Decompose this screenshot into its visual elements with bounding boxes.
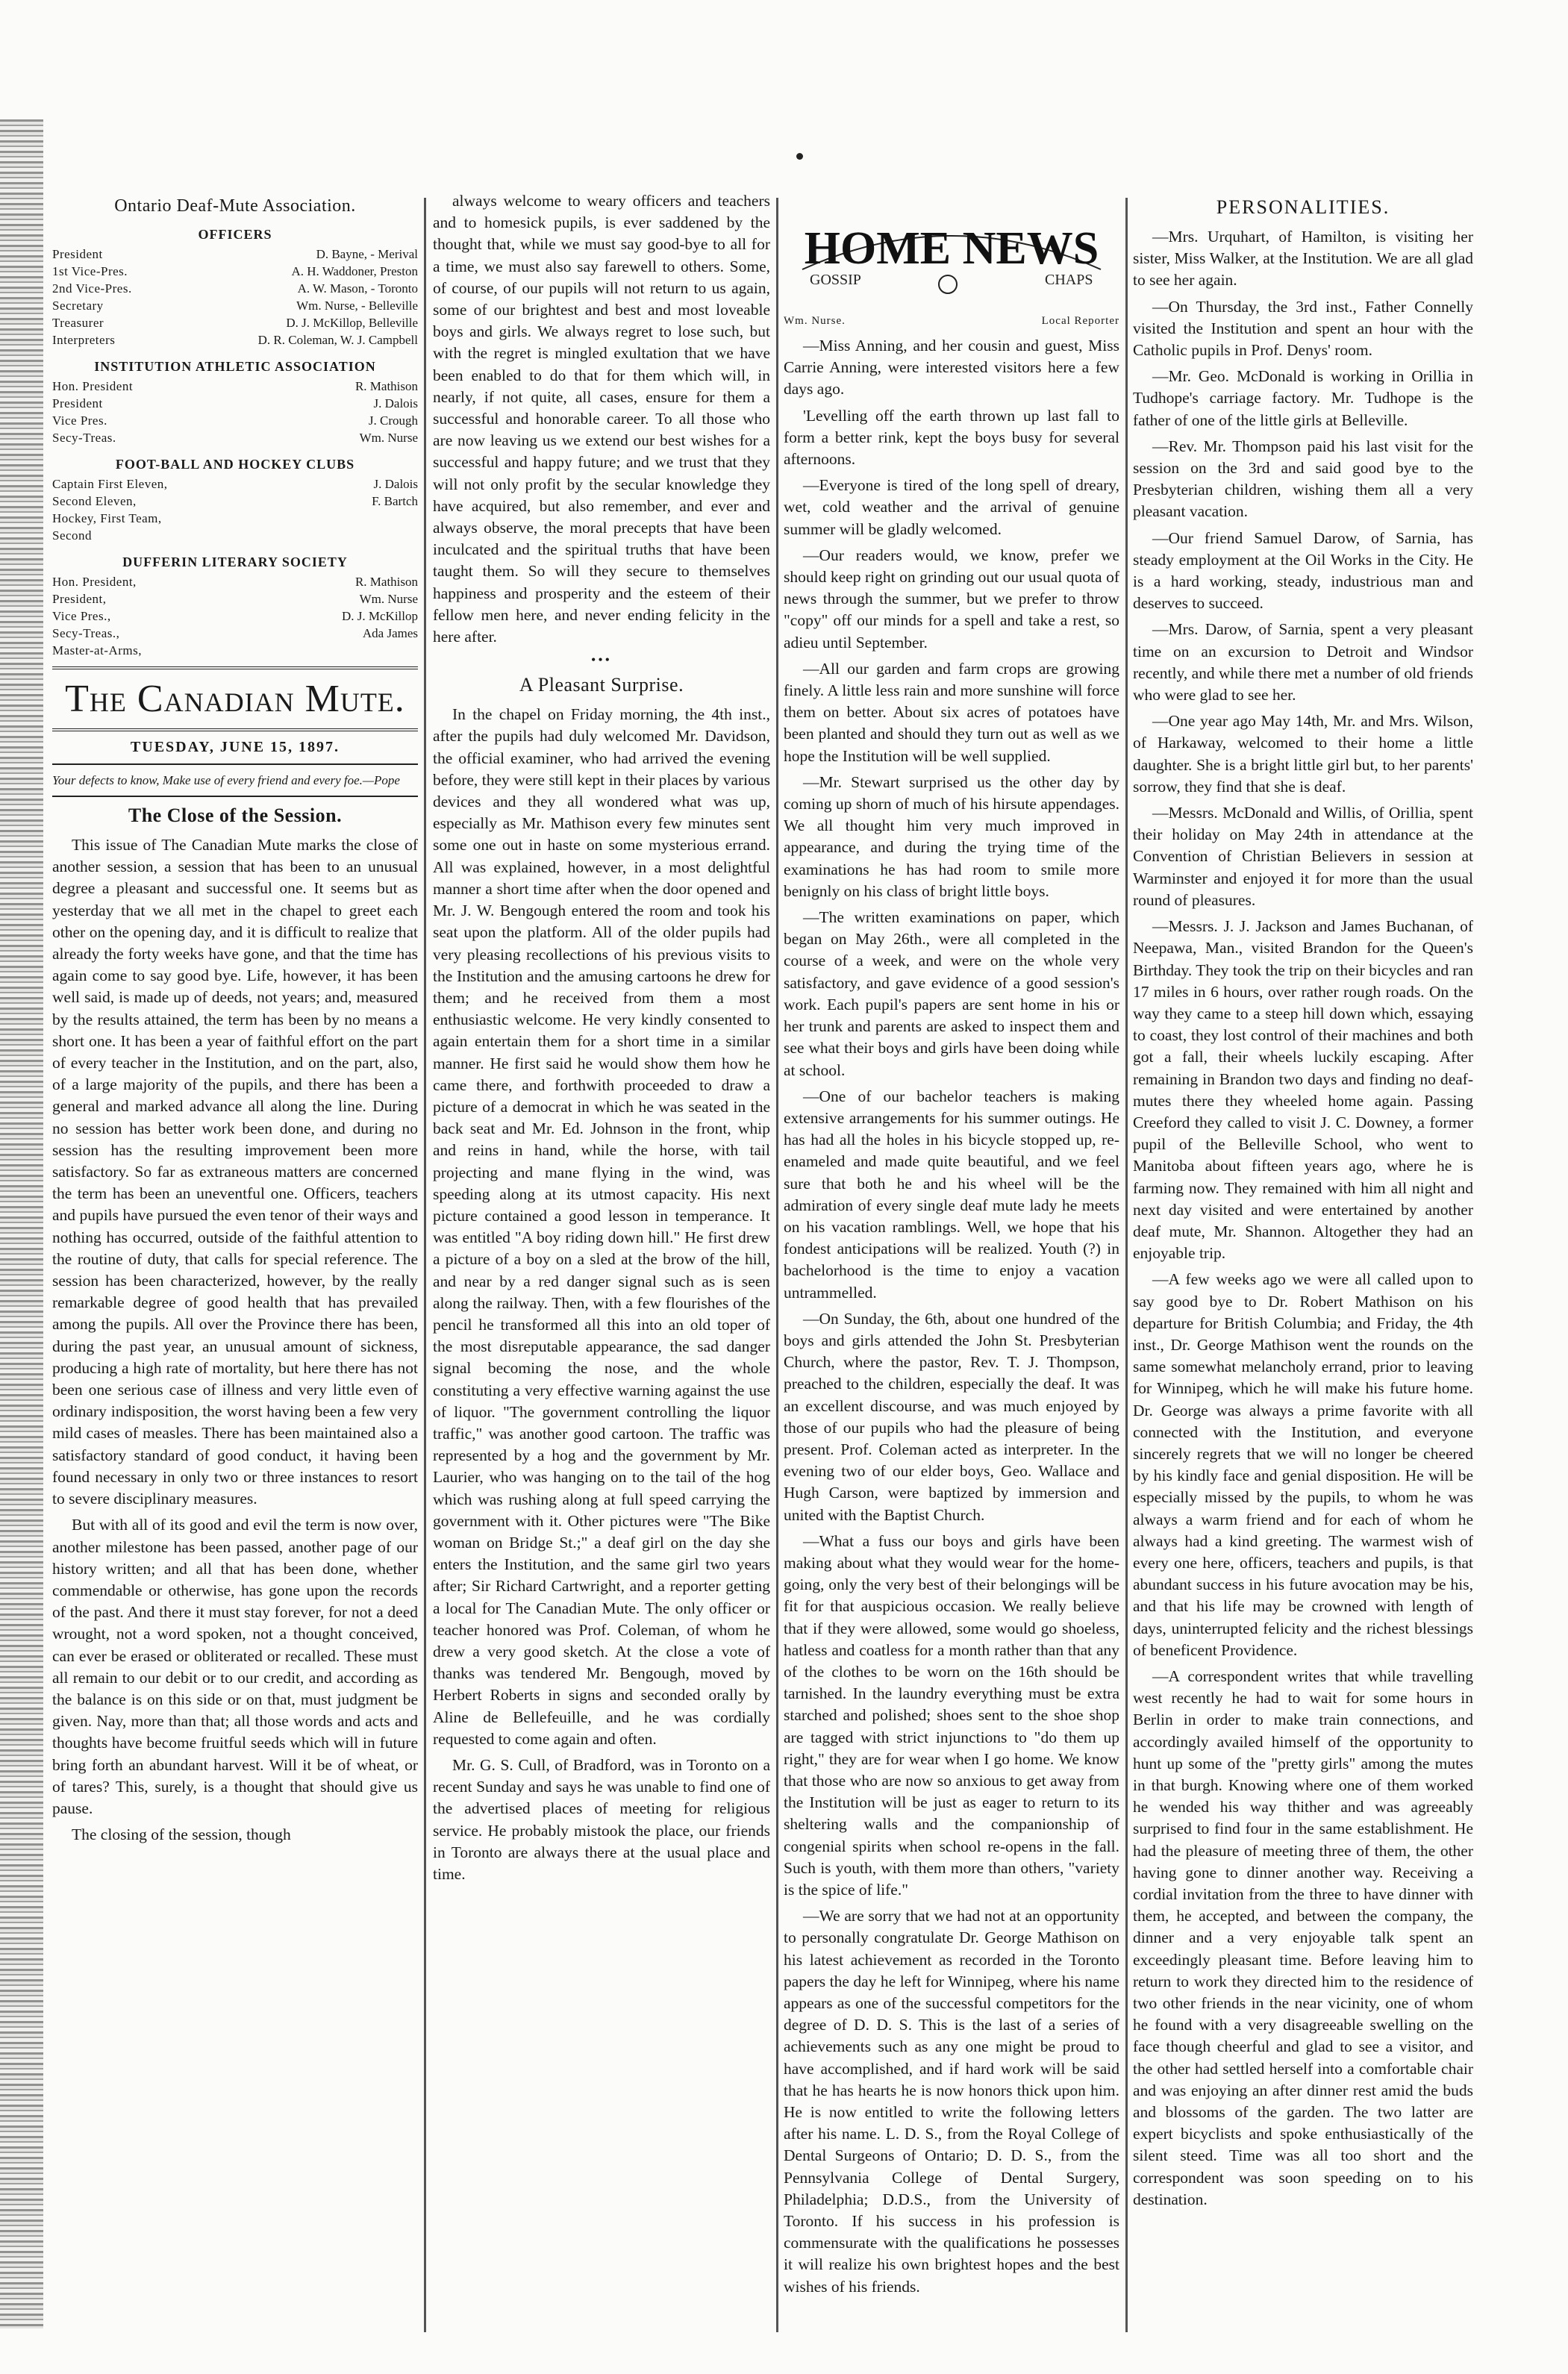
banner-text: HOME NEWS [804,223,1099,274]
motto: Your defects to know, Make use of every friend and every foe.—Pope [52,773,400,787]
paragraph: In the chapel on Friday morning, the 4th inst., after the pupils had duly welcomed Mr. Davidson, the official examiner, who had arrived the evening before, they were still kept in their places by various devices and they all wondered what was up, especially as Mr. Mathison every few minutes sent some one out in haste on some mysterious errand. All was explained, however, in a most delightful manner a short time after when the door opened and Mr. J. W. Bengough entered the room and took his seat upon the platform. All of the older pupils had very pleasing recollections of his previous visits to the Institution and the amusing cartoons he drew for them; and he received from them a most enthusiastic welcome. He very kindly consented to again entertain them for a short time in a similar manner. He first said he would show them how he came there, and forthwith proceeded to draw a picture of a democrat in which he was seated in the back seat and Mr. Ed. Johnson in the front, whip and reins in hand, while the horse, with tail projecting and mane flying in the wind, was speeding along at its utmost capacity. His next picture contained a good lesson in temperance. It was entitled "A boy riding down hill." He first drew a picture of a boy on a sled at the brow of the hill, and near by a red danger signal such as is seen along the railway. Then, with a few flourishes of the pencil he transformed all this into an old toper of the most disreputable appearance, the sad danger signal becoming the nose, and the whole constituting a very effective warning against the use of liquor. "The government controlling the liquor traffic," was another good cartoon. The traffic was represented by a hog and the government by Mr. Laurier, who was hanging on to the tail of the hog which was rushing along at full speed carrying the government with it. Other pictures were "The Bike woman on Bridge St.;" a deaf girl on the day she enters the Institution, and the same girl two years after; Sir Richard Cartwright, and a reporter getting a local for The Canadian Mute. The only officer or teacher honored was Prof. Coleman, of whom he drew a very good sketch. At the close a vote of thanks was tendered Mr. Bengough, moved by Herbert Roberts in signs and seconded orally by Aline de Bellefeuille, and he was cordially requested to come again and often. [433,705,770,1748]
paragraph: —On Thursday, the 3rd inst., Father Connelly visited the Institution and spent an hour with the Catholic pupils in Prof. Denys' room. [1133,297,1473,360]
byline-editor: Wm. Nurse. [784,315,846,327]
officer-role: Vice Pres., [52,609,111,623]
byline [784,315,1119,328]
officer-role: Treasurer [52,316,104,330]
paragraph: —Mr. Geo. McDonald is working in Orillia in Tudhope's carriage factory. Mr. Tudhope is the father of one of the little girls at Belleville. [1133,367,1473,429]
officer-name: Ada James [362,626,418,640]
column-rule [776,198,778,2332]
banner-side-right: CHAPS [1045,272,1093,288]
column-2 [433,190,770,2358]
officer-role: Hon. President, [52,575,137,589]
paragraph: —Messrs. J. J. Jackson and James Buchanan, of Neepawa, Man., visited Brandon for the Queen's Birthday. They took the trip on their bicycles and ran 17 miles in 6 hours, over rather rough roads. On the way they came to a steep hill down which, essaying to coast, they lost control of their machines and both got a fall, their wheels luckily escaping. After remaining in Brandon two days and finding no deaf-mutes there they wheeled home again. Passing Creeford they called to visit J. C. Downey, a former pupil of the Belleville School, who went to Manitoba about fifteen years ago, where he is farming now. They remained with him all night and next day visited and were entertained by another deaf mute, Mr. Shannon. Altogether they had an enjoyable trip. [1133,917,1473,1263]
officer-role: President [52,247,103,261]
dufferin-list [52,573,418,659]
officer-row [52,412,418,429]
dufferin-heading: DUFFERIN LITERARY SOCIETY [122,555,348,569]
article-title-pleasant-surprise: A Pleasant Surprise. [519,674,684,696]
officer-row [52,378,418,395]
article-body [52,834,418,1846]
paragraph: —Miss Anning, and her cousin and guest, Miss Carrie Anning, were interested visitors here a few days ago. [784,337,1119,399]
paragraph: Mr. G. S. Cull, of Bradford, was in Toronto on a recent Sunday and says he was unable to find one of the advertised places of meeting for religious service. He probably mistook the place, our friends in Toronto are always there at the usual place and time. [433,1756,770,1884]
officer-role: Secretary [52,299,104,313]
officer-name: D. J. McKillop, Belleville [286,316,418,330]
officer-row [52,527,418,544]
officer-role: Second [52,528,93,543]
page-dot-mark [796,153,803,160]
officer-row [52,642,418,659]
officer-row [52,280,418,297]
officer-row [52,395,418,412]
divider [52,728,418,731]
officer-row [52,493,418,510]
paragraph: —A correspondent writes that while travelling west recently he had to wait for some hours in Berlin in order to make train connections, and accordingly availed himself of the opportunity to hunt up some of the "pretty girls" among the mutes in that burgh. Knowing where one of them worked he wended his way thither and was agreeably surprised to find four in the same establishment. He had the pleasure of meeting three of them, the other having gone to dinner another way. Receiving a cordial invitation from the three to have dinner with them, he accepted, and between the company, the dinner and a very enjoyable talk spent an exceedingly pleasant time. Before leaving him to return to work they directed him to the residence of two other friends in the near vicinity, one of whom he found with a very disagreeable swelling on the face though cheerful and glad to see a visitor, and the other had settled herself into a comfortable chair and was enjoying an after dinner rest amid the buds and blossoms of the garden. The two latter are expert bicyclists and spoke enthusiastically of the silent steed. Time was all too short and the correspondent was soon speeding on to his destination. [1133,1667,1473,2208]
personalities-body [1133,226,1473,2211]
paragraph: —Messrs. McDonald and Willis, of Orillia, spent their holiday on May 24th in attendance at the Convention of Christian Believers in session at Warminster and enjoyed it for more than the usual round of pleasures. [1133,804,1473,909]
paragraph: —A few weeks ago we were all called upon to say good bye to Dr. Robert Mathison on his departure for British Columbia; and Friday, the 4th inst., Dr. George Mathison went the rounds on the same somewhat melancholy errand, prior to leaving for Winnipeg, which he will make his future home. Dr. George was always a prime favorite with all connected with the Institution, and everyone sincerely regrets that we will no longer be cheered by his kindly face and genial disposition. He will be especially missed by the pupils, to whom he was always a warm friend and for each of whom he always had a kind greeting. The warmest wish of every one here, officers, teachers and pupils, is that abundant success in his future avocation may be his, and that his life may be crowned with length of days, uninterrupted felicity and the richest blessings of beneficent Providence. [1133,1270,1473,1659]
paragraph: —Everyone is tired of the long spell of dreary, wet, cold weather and the arrival of genuine summer will be gladly welcomed. [784,476,1119,538]
officer-row [52,573,418,590]
page-binding-edge [0,119,43,2328]
home-news-banner-art [787,195,1116,307]
home-news-body [784,335,1119,2298]
issue-date: TUESDAY, JUNE 15, 1897. [130,739,340,755]
separator: ••• [591,652,612,668]
paragraph: always welcome to weary officers and teachers and to homesick pupils, is ever saddened by the thought that, while we must say good-bye to all for a time, we must also say farewell to others. Some, of course, of our pupils will not return to us again, some of our brightest and best and most loveable boys and girls. We always regret to lose such, but with the regret is mingled exultation that we have been enabled to do that for them which will, in nearly, if not quite, all cases, ensure for them a successful and honorable career. To all those who are now leaving us we extend our best wishes for a successful and happy future; and we trust that they will not only profit by the secular knowledge they have acquired, but also remember, and ever and always observe, the moral precepts that have been inculcated and the spiritual truths that have been taught them. So will they secure to themselves happiness and prosperity and the esteem of their fellow men here, and never ending felicity in the here after. [433,192,770,646]
officer-role: Captain First Eleven, [52,477,168,491]
officer-role: Interpreters [52,333,116,347]
paragraph: —Mrs. Darow, of Sarnia, spent a very pleasant time on an excursion to Detroit and Windsor recently, and while there met a number of old friends who were glad to see her. [1133,620,1473,705]
athletic-heading: INSTITUTION ATHLETIC ASSOCIATION [94,359,376,374]
paragraph: But with all of its good and evil the term is now over, another milestone has been passed, another page of our history written; and all that has been done, whether commendable or otherwise, has gone upon the records of the past. And there it must stay forever, for not a deed wrought, not a word spoken, not a thought conceived, can ever be erased or obliterated or recalled. These must all remain to our debit or to our credit, and according as the balance is on this side or on that, must judgment be given. Nay, more than that; all those words and acts and thoughts have become fruitful seeds which will in future bring forth an abundant harvest. Will it be of wheat, or of tares? This, surely, is a thought that should give us pause. [52,1516,418,1817]
officer-name: R. Mathison [354,379,418,393]
column-4 [1133,190,1473,2358]
officers-list [52,246,418,349]
paragraph: —On Sunday, the 6th, about one hundred of the boys and girls attended the John St. Presbyterian Church, where the pastor, Rev. T. J. Thompson, preached to the children, especially the deaf. It was an excellent discourse, and was much enjoyed by those of our pupils who had the pleasure of being present. Prof. Coleman acted as interpreter. In the evening two of our elder boys, Geo. Wallace and Hugh Carson, were baptized by immersion and united with the Baptist Church. [784,1309,1119,1524]
officer-role: 1st Vice-Pres. [52,264,128,278]
column-rule [424,198,426,2332]
paragraph: —One of our bachelor teachers is making extensive arrangements for his summer outings. He has had all the holes in his bicycle stopped up, re-enameled and made quite beautiful, and we feel sure that both he and his wheel will be the admiration of every single deaf mute lady he meets on his vacation ramblings. Well, we hope that his fondest anticipations will be realized. Youth (?) in bachelorhood is the time to enjoy a vacation untrammelled. [784,1087,1119,1302]
banner-side-left: GOSSIP [810,272,861,288]
football-heading: FOOT-BALL AND HOCKEY CLUBS [115,457,355,472]
byline-role: Local Reporter [1041,315,1119,327]
officer-row [52,607,418,625]
paragraph: —The written examinations on paper, which began on May 26th., were all completed in the course of a week, and were on the whole very satisfactory, and gave evidence of a good session's work. Each pupil's papers are sent home in his or her trunk and parents are asked to inspect them and see what their boys and girls have been doing while at school. [784,908,1119,1079]
paragraph: The closing of the session, though [72,1825,291,1844]
officer-name: F. Bartch [372,494,418,508]
column-rule [1125,198,1128,2332]
paragraph: —Mrs. Urquhart, of Hamilton, is visiting her sister, Miss Walker, at the Institution. We are all glad to see her again. [1133,228,1473,290]
officer-name: J. Dalois [373,477,418,491]
divider [52,666,418,669]
officer-role: Secy-Treas., [52,626,120,640]
officer-role: 2nd Vice-Pres. [52,281,132,296]
officer-name: D. Bayne, - Merival [316,247,418,261]
officer-role: President, [52,592,107,606]
paragraph: —We are sorry that we had not at an opportunity to personally congratulate Dr. George Mathison on his latest achievement as recorded in the Toronto papers the day he left for Winnipeg, where his name appears as one of the successful competitors for the degree of D. D. S. This is the last of a series of achievements such as any one might be proud to have accomplished, and if hard work will be said that he has hearts he is now honors thick upon him. He is now entitled to write the following letters after his name. L. D. S., from the Royal College of Dental Surgeons of Ontario; D. D. S., from the Pennsylvania College of Dental Surgery, Philadelphia; D.D.S., from the University of Toronto. If his success in his profession is commensurate with the qualifications he possesses it will realize his own brightest hopes and the best wishes of his friends. [784,1907,1119,2296]
association-title: Ontario Deaf-Mute Association. [114,196,356,216]
officer-role: Secy-Treas. [52,431,116,445]
officer-row [52,331,418,349]
paragraph: —Our friend Samuel Darow, of Sarnia, has steady employment at the Oil Works in the City. He is a hard working, steady, industrious man and deserves to succeed. [1133,528,1473,613]
paragraph: —What a fuss our boys and girls have been making about what they would wear for the home-going, only the very best of their belongings will be fit for that auspicious occasion. We really believe that if they were allowed, some would go shoeless, hatless and coatless for a month rather than that any of the clothes to be worn on the 16th should be tarnished. In the laundry everything must be extra starched and polished; shoes sent to the shoe shop are tagged with strict injunctions to "do them up right," they are for wear when I go home. We know that those who are now so anxious to get away from the Institution will be just as eager to return to its sheltering walls and the companionship of congenial spirits when school re-opens in the fall. Such is youth, with them more than others, "variety is the spice of life." [784,1531,1119,1899]
officer-row [52,625,418,642]
athletic-list [52,378,418,446]
officer-name: Wm. Nurse [359,592,418,606]
divider [52,763,418,765]
home-news-banner [784,195,1119,310]
officer-role: Vice Pres. [52,413,107,428]
officer-row [52,263,418,280]
paragraph: 'Levelling off the earth thrown up last fall to form a better rink, kept the boys busy for several afternoons. [784,406,1119,469]
article-body-pleasant-surprise [433,704,770,1885]
officer-name: D. J. McKillop [342,609,418,623]
officer-row [52,246,418,263]
article-body-continued [433,190,770,648]
paragraph: —Mr. Stewart surprised us the other day by coming up shorn of much of his hirsute appendages. We all thought him very much improved in appearance, and during the trying time of the examinations he has had room to smile more benignly on his class of bright little boys. [784,772,1119,900]
officer-name: Wm. Nurse [359,431,418,445]
officer-row [52,429,418,446]
officer-name: D. R. Coleman, W. J. Campbell [257,333,418,347]
officer-row [52,297,418,314]
masthead: The Canadian Mute. [65,678,405,720]
officers-heading: OFFICERS [198,227,272,242]
officer-role: Second Eleven, [52,494,137,508]
column-1 [52,190,418,2358]
paragraph: —One year ago May 14th, Mr. and Mrs. Wilson, of Harkaway, welcomed to their home a little daughter. She is a bright little girl but, to her parents' sorrow, they find that she is deaf. [1133,712,1473,796]
officer-role: Hon. President [52,379,134,393]
column-3 [784,190,1119,2358]
officer-name: J. Crough [368,413,418,428]
personalities-title: PERSONALITIES. [1216,196,1390,218]
paragraph: —Our readers would, we know, prefer we should keep right on grinding out our usual quota of news through the summer, but we prefer to throw "copy" off our minds for a spell and take a rest, so adieu until September. [784,546,1119,652]
officer-name: A. H. Waddoner, Preston [291,264,418,278]
officer-name: Wm. Nurse, - Belleville [296,299,418,313]
paragraph: —Rev. Mr. Thompson paid his last visit for the session on the 3rd and said good bye to the Presbyterian children, wishing them all a very pleasant vacation. [1133,437,1473,521]
paragraph: This issue of The Canadian Mute marks the close of another session, a session that has been to an unusual degree a pleasant and successful one. It seems but as yesterday that we all met in the chapel to greet each other on the opening day, and it is difficult to realize that already the forty weeks have gone, and that the time has again come to say good bye. Life, however, it has been well said, is made up of deeds, not years; and, measured by the results attained, the term has been by no means a short one. It has been a year of faithful effort on the part of every teacher in the Institution, and on the part, also, of a large majority of the pupils, and there has been a general and marked advance all along the line. During no session has better work been done, and during no session has the resulting improvement been more satisfactory. So far as extraneous matters are concerned the term has been an uneventful one. Officers, teachers and pupils have pursued the even tenor of their ways and nothing has occurred, outside of the faithful attention to the routine of duty, that calls for special reference. The session has been characterized, however, by the really remarkable degree of good health that has prevailed among the pupils. All over the Province there has been, during the past year, an unusual amount of sickness, producing a high rate of mortality, but here there has not been one serious case of illness and very little even of ordinary indisposition, the worst having been a few very mild cases of measles. There has been maintained also a satisfactory standard of good conduct, it having been found necessary in only two or three instances to resort to severe disciplinary measures. [52,836,418,1508]
paragraph: —All our garden and farm crops are growing finely. A little less rain and more sunshine will force them on better. About six acres of potatoes have been planted and should they turn out as well as we hope the Institution will be well supplied. [784,659,1119,765]
officer-name: R. Mathison [354,575,418,589]
officer-role: Hockey, First Team, [52,511,162,525]
officer-row [52,510,418,527]
officer-role: President [52,396,103,410]
officer-name: J. Dalois [373,396,418,410]
officer-name: A. W. Mason, - Toronto [297,281,418,296]
officer-row [52,475,418,493]
officer-role: Master-at-Arms, [52,643,142,657]
divider [52,796,418,797]
officer-row [52,590,418,607]
football-list [52,475,418,544]
article-title-close-of-session: The Close of the Session. [128,805,343,826]
officer-row [52,314,418,331]
ornament-icon [939,275,957,293]
